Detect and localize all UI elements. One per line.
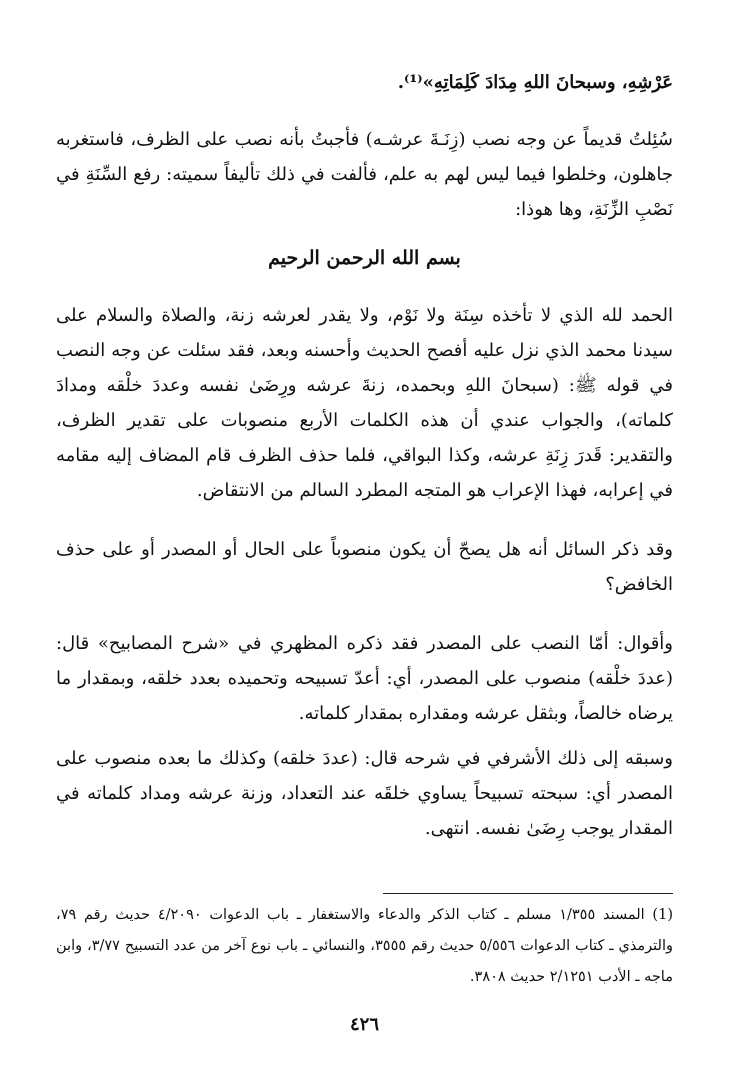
paragraph-3: وأقوال: أمّا النصب على المصدر فقد ذكره المظهري في «شرح المصابيح» قال: (عددَ خلْقه) منصوب على المصدر، أي: أعدّ تسبيحه وتحميده بعدد خلقه، وبمقدار ما يرضاه خالصاً، وبثقل عرشه ومقداره بمقدار كلماته. <box>56 633 673 724</box>
footnote-divider <box>383 893 673 894</box>
paragraph-4: وسبقه إلى ذلك الأشرفي في شرحه قال: (عددَ خلقه) وكذلك ما بعده منصوب على المصدر أي: سبحته تسبيحاً يساوي خلقَه عند التعداد، وزنة عرشه ومداد كلماته في المقدار يوجب رِضَىٰ نفسه. انتهى. <box>56 748 673 839</box>
footnote-1: (1) المسند ١/٣٥٥ مسلم ـ كتاب الذكر والدعاء والاستغفار ـ باب الدعوات ٤/٢٠٩٠ حديث رقم ٧٩، والترمذي ـ كتاب الدعوات ٥/٥٥٦ حديث رقم ٣٥٥٥، والنسائي ـ باب نوع آخر من عدد التسبيح ٣/٧٧، وابن ماجه ـ الأدب ٢/١٢٥١ حديث ٣٨٠٨. <box>56 907 674 985</box>
paragraph-1: الحمد لله الذي لا تأخذه سِنَة ولا نَوْم، ولا يقدر لعرشه زنة، والصلاة والسلام على سيدنا محمد الذي نزل عليه أفصح الحديث وأحسنه وبعد، فقد سئلت عن وجه النصب في قوله ﷺ: (سبحانَ اللهِ وبحمده، زنةَ عرشه ورِضَىٰ نفسه وعددَ خلْقه ومدادَ كلماته)، والجواب عندي أن هذه الكلمات الأربع منصوبات على تقدير الظرف، والتقدير: قَدرَ زِنَةِ عرشه، وكذا البواقي، فلما حذف الظرف قام المضاف إليه مقامه في إعرابه، فهذا الإعراب هو المتجه المطرد السالم من الانتقاض. <box>56 305 673 501</box>
page-number: ٤٢٦ <box>349 1014 379 1035</box>
continued-line: عَرْشِهِ، وسبحانَ اللهِ مِدَادَ كَلِمَاتِهِ»⁽¹⁾. <box>397 72 673 93</box>
paragraph-2: وقد ذكر السائل أنه هل يصحّ أن يكون منصوباً على الحال أو المصدر أو على حذف الخافض؟ <box>56 539 673 595</box>
intro-paragraph: سُئِلتُ قديماً عن وجه نصب (زِنَـةَ عرشـه) فأجبتُ بأنه نصب على الظرف، فاستغربه جاهلون، وخلطوا فيما ليس لهم به علم، فألفت في ذلك تأليفاً سميته: رفع السِّنَةِ في نَصْبِ الزِّنَةِ، وها هوذا: <box>56 129 673 220</box>
bismillah-heading: بسم الله الرحمن الرحيم <box>268 247 461 269</box>
